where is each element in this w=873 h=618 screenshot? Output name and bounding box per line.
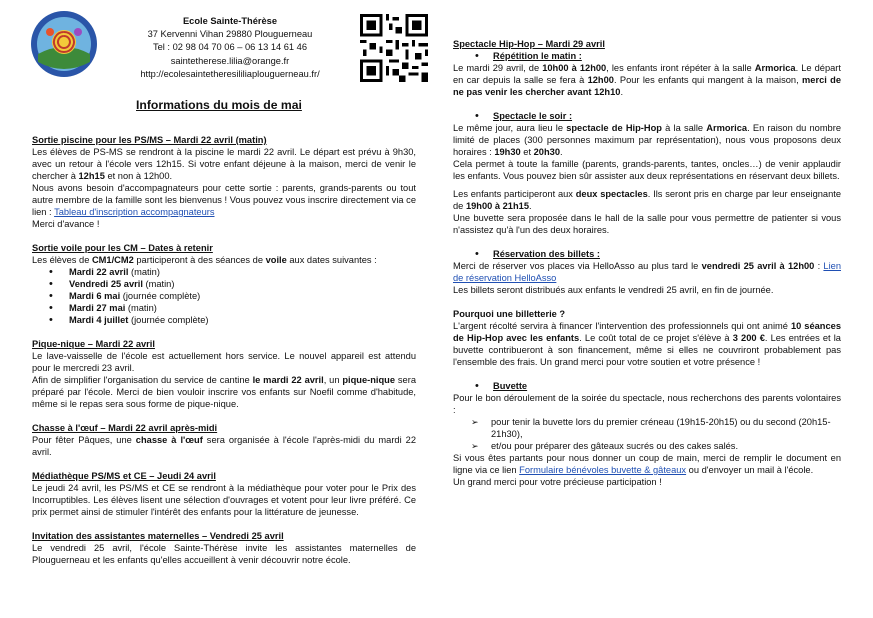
school-address: 37 Kervenni Vihan 29880 Plouguerneau	[147, 29, 313, 40]
list-item: • Mardi 22 avril (matin)	[32, 266, 416, 278]
paragraph: Cela permet à toute la famille (parents, grands-parents, tantes, oncles…) de venir applaudir les enfants. Vous pouvez bien sûr assister aux deux représentations en réservant deux billets.	[453, 159, 841, 181]
section-heading: Pourquoi une billetterie ?	[453, 309, 566, 319]
paragraph: Les billets seront distribués aux enfants le vendredi 25 avril, en fin de journée.	[453, 285, 774, 295]
registration-link[interactable]: Tableau d'inscription accompagnateurs	[54, 207, 215, 217]
school-phone: Tel : 02 98 04 70 06 – 06 13 14 61 46	[152, 42, 308, 53]
section-heading: Pique-nique – Mardi 22 avril	[32, 339, 155, 349]
list-item: • Vendredi 25 avril (matin)	[32, 278, 416, 290]
section-heading: Spectacle Hip-Hop – Mardi 29 avril	[453, 39, 605, 49]
list-item: ➢ et/ou pour préparer des gâteaux sucrés ou des cakes salés.	[453, 440, 841, 452]
page-title: Informations du mois de mai	[136, 98, 302, 112]
school-logo	[30, 10, 98, 78]
section-chasse	[32, 422, 416, 458]
paragraph: Les élèves de PS-MS se rendront à la piscine le mardi 22 avril. Le départ est prévu à 9h30, avec un retour à l'école vers 12h15. Si votre enfant déjeune à la maison, merci de venir le chercher à 12h15 et non à 12h00.	[32, 147, 416, 181]
paragraph: Le mardi 29 avril, de 10h00 à 12h00, les enfants iront répéter à la salle Armorica. Le départ en car depuis la salle se fera à 12h00. Pour les enfants qui mangent à la maison, merci de ne pas venir les chercher avant 12h10.	[453, 63, 841, 97]
helloasso-link[interactable]: Lien de réservation HelloAsso	[453, 261, 841, 283]
section-heading: Sortie voile pour les CM – Dates à retenir	[32, 243, 213, 253]
volunteer-form-link[interactable]: Formulaire bénévoles buvette & gâteaux	[519, 465, 687, 475]
subheading-buvette: • Buvette	[453, 380, 841, 392]
volunteer-list	[453, 416, 841, 452]
section-voile	[32, 242, 416, 326]
dates-list	[32, 266, 416, 326]
paragraph: Une buvette sera proposée dans le hall de la salle pour vous permettre de patienter si vous n'assistez qu'à l'un des deux horaires.	[453, 213, 841, 235]
paragraph: Les élèves de CM1/CM2 participeront à des séances de voile aux dates suivantes :	[32, 255, 377, 265]
section-spectacle	[453, 38, 841, 296]
school-email[interactable]: saintetherese.lilia@orange.fr	[170, 55, 290, 66]
section-billetterie	[453, 308, 841, 368]
list-item: • Mardi 27 mai (matin)	[32, 302, 416, 314]
thanks-text: Merci d'avance !	[32, 219, 100, 229]
left-column	[32, 134, 416, 578]
paragraph: Si vous êtes partants pour nous donner un coup de main, merci de remplir le document en ligne via ce lien Formulaire bénévoles buvette & gâteaux ou d'envoyer un mail à l'école.	[453, 453, 841, 475]
subheading-repetition: • Répétition le matin :	[453, 50, 841, 62]
paragraph: L'argent récolté servira à financer l'intervention des professionnels qui ont animé 10 séances de Hip-Hop avec les enfants. Le coût total de ce projet s'élève à 3 200 €. Les entrées et la buvette contribueront à son financement, même si elles ne couvriront probablement pas l'ensemble des frais. Un grand merci pour votre soutien et votre présence !	[453, 321, 841, 367]
list-item: • Mardi 4 juillet (journée complète)	[32, 314, 416, 326]
school-name: Ecole Sainte-Thérèse	[182, 16, 278, 26]
subheading-soir: • Spectacle le soir :	[453, 110, 841, 122]
paragraph: Pour fêter Pâques, une chasse à l'œuf sera organisée à l'école l'après-midi du mardi 22 avril.	[32, 435, 416, 457]
section-piscine	[32, 134, 416, 230]
section-heading: Sortie piscine pour les PS/MS – Mardi 22 avril (matin)	[32, 135, 267, 145]
qr-code	[360, 14, 428, 82]
section-buvette	[453, 380, 841, 488]
school-info	[118, 15, 342, 81]
section-invitation	[32, 530, 416, 566]
section-heading: Médiathèque PS/MS et CE – Jeudi 24 avril	[32, 471, 216, 481]
paragraph: Les enfants participeront aux deux spectacles. Ils seront pris en charge par leur enseignante de 19h00 à 21h15.	[453, 189, 842, 211]
paragraph: Le vendredi 25 avril, l'école Sainte-Thérèse invite les assistantes maternelles de Plouguerneau et les enfants qu'elles accueillent à venir découvrir notre école.	[32, 543, 416, 565]
subheading-reservation: • Réservation des billets :	[453, 248, 841, 260]
paragraph: Le même jour, aura lieu le spectacle de Hip-Hop à la salle Armorica. En raison du nombre limité de places (300 personnes maximum par représentation), nous vous proposons deux horaires : 19h30 et 20h30.	[453, 123, 841, 157]
paragraph: Le jeudi 24 avril, les PS/MS et CE se rendront à la médiathèque pour voter pour le Prix des Incorruptibles. Les élèves lisent une sélection d'ouvrages et votent pour leur livre préféré. Ce prix permet ainsi de stimuler l'intérêt des enfants pour la littérature de jeunesse.	[32, 483, 416, 517]
thanks-text: Un grand merci pour votre précieuse participation !	[453, 477, 662, 487]
paragraph: Nous avons besoin d'accompagnateurs pour cette sortie : parents, grands-parents ou tout autre membre de la famille sont les bienvenus ! Vous pouvez vous inscrire directement via ce lien : Tableau d'inscription accompagnateurs	[32, 183, 416, 217]
list-item: ➢ pour tenir la buvette lors du premier créneau (19h15-20h15) ou du second (20h15-21h30),	[453, 416, 841, 440]
section-piquenique	[32, 338, 416, 410]
paragraph: Pour le bon déroulement de la soirée du spectacle, nous recherchons des parents volontaires :	[453, 393, 841, 415]
right-column	[453, 38, 841, 500]
list-item: • Mardi 6 mai (journée complète)	[32, 290, 416, 302]
paragraph: Afin de simplifier l'organisation du service de cantine le mardi 22 avril, un pique-nique sera préparé par l'école. Merci de bien vouloir inscrire vos enfants sur Noefil comme d'habitude, même si le repas sera sous forme de pique-nique.	[32, 375, 416, 409]
section-heading: Chasse à l'œuf – Mardi 22 avril après-midi	[32, 423, 218, 433]
section-heading: Invitation des assistantes maternelles – Vendredi 25 avril	[32, 531, 284, 541]
section-mediatheque	[32, 470, 416, 518]
paragraph: Le lave-vaisselle de l'école est actuellement hors service. Le nouvel appareil est attendu pour le mercredi 23 avril.	[32, 351, 416, 373]
paragraph: Merci de réserver vos places via HelloAsso au plus tard le vendredi 25 avril à 12h00 : Lien de réservation HelloAsso	[453, 261, 841, 283]
school-website[interactable]: http://ecolesaintetheresililiaplouguerneau.fr/	[140, 68, 320, 79]
